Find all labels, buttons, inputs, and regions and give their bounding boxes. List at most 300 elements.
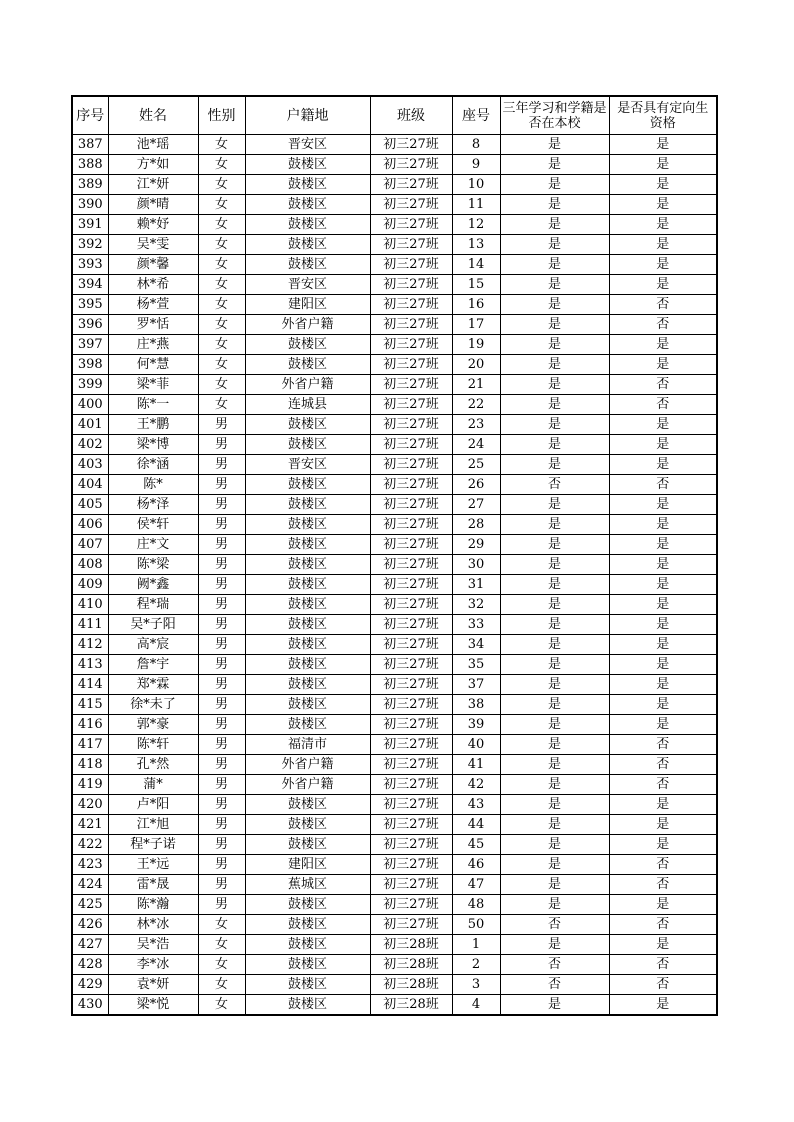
cell-class: 初三27班	[370, 515, 452, 535]
cell-class: 初三27班	[370, 595, 452, 615]
cell-gender: 男	[198, 495, 245, 515]
cell-index: 413	[72, 655, 108, 675]
cell-household: 外省户籍	[245, 755, 370, 775]
cell-directed: 是	[609, 895, 717, 915]
cell-directed: 否	[609, 775, 717, 795]
cell-gender: 女	[198, 995, 245, 1016]
cell-enrolled: 是	[500, 415, 609, 435]
cell-name: 梁*悦	[108, 995, 198, 1016]
cell-directed: 否	[609, 975, 717, 995]
cell-enrolled: 是	[500, 435, 609, 455]
cell-enrolled: 是	[500, 195, 609, 215]
cell-class: 初三28班	[370, 955, 452, 975]
cell-class: 初三27班	[370, 715, 452, 735]
table-row	[72, 855, 717, 875]
cell-class: 初三27班	[370, 495, 452, 515]
cell-gender: 女	[198, 335, 245, 355]
col-header-enrolled-3yrs: 三年学习和学籍是否在本校	[500, 96, 609, 135]
cell-directed: 否	[609, 395, 717, 415]
cell-directed: 是	[609, 415, 717, 435]
cell-name: 池*瑶	[108, 135, 198, 155]
cell-class: 初三27班	[370, 895, 452, 915]
cell-index: 426	[72, 915, 108, 935]
cell-name: 程*子诺	[108, 835, 198, 855]
cell-gender: 男	[198, 835, 245, 855]
table-row	[72, 255, 717, 275]
cell-enrolled: 是	[500, 655, 609, 675]
table-row	[72, 375, 717, 395]
cell-directed: 是	[609, 815, 717, 835]
cell-directed: 是	[609, 675, 717, 695]
cell-class: 初三28班	[370, 995, 452, 1016]
cell-enrolled: 是	[500, 315, 609, 335]
table-row	[72, 655, 717, 675]
cell-directed: 是	[609, 455, 717, 475]
cell-enrolled: 是	[500, 555, 609, 575]
cell-class: 初三27班	[370, 635, 452, 655]
cell-gender: 男	[198, 815, 245, 835]
cell-name: 袁*妍	[108, 975, 198, 995]
cell-gender: 男	[198, 555, 245, 575]
table-row	[72, 215, 717, 235]
cell-seat: 35	[452, 655, 500, 675]
table-row	[72, 615, 717, 635]
cell-seat: 29	[452, 535, 500, 555]
cell-class: 初三27班	[370, 135, 452, 155]
cell-directed: 是	[609, 495, 717, 515]
cell-gender: 女	[198, 935, 245, 955]
cell-name: 徐*涵	[108, 455, 198, 475]
cell-gender: 女	[198, 215, 245, 235]
table-row	[72, 515, 717, 535]
cell-name: 庄*文	[108, 535, 198, 555]
cell-household: 鼓楼区	[245, 955, 370, 975]
cell-index: 397	[72, 335, 108, 355]
table-row	[72, 355, 717, 375]
cell-class: 初三27班	[370, 795, 452, 815]
cell-name: 侯*轩	[108, 515, 198, 535]
cell-name: 陈*	[108, 475, 198, 495]
cell-enrolled: 是	[500, 735, 609, 755]
cell-gender: 男	[198, 655, 245, 675]
cell-household: 鼓楼区	[245, 535, 370, 555]
cell-enrolled: 是	[500, 535, 609, 555]
cell-index: 425	[72, 895, 108, 915]
cell-name: 王*鹏	[108, 415, 198, 435]
cell-seat: 22	[452, 395, 500, 415]
cell-class: 初三27班	[370, 275, 452, 295]
cell-household: 鼓楼区	[245, 575, 370, 595]
cell-household: 鼓楼区	[245, 355, 370, 375]
cell-directed: 是	[609, 575, 717, 595]
table-row	[72, 235, 717, 255]
cell-seat: 43	[452, 795, 500, 815]
cell-seat: 46	[452, 855, 500, 875]
cell-directed: 否	[609, 855, 717, 875]
cell-enrolled: 是	[500, 875, 609, 895]
table-body	[72, 135, 717, 1016]
cell-household: 鼓楼区	[245, 655, 370, 675]
cell-class: 初三27班	[370, 855, 452, 875]
cell-index: 418	[72, 755, 108, 775]
cell-seat: 50	[452, 915, 500, 935]
cell-enrolled: 是	[500, 675, 609, 695]
table-row	[72, 175, 717, 195]
table-row	[72, 795, 717, 815]
cell-index: 406	[72, 515, 108, 535]
cell-directed: 否	[609, 475, 717, 495]
cell-index: 415	[72, 695, 108, 715]
table-row	[72, 195, 717, 215]
cell-name: 杨*萱	[108, 295, 198, 315]
cell-index: 396	[72, 315, 108, 335]
cell-household: 鼓楼区	[245, 515, 370, 535]
cell-name: 蒲*	[108, 775, 198, 795]
cell-gender: 男	[198, 635, 245, 655]
cell-directed: 是	[609, 235, 717, 255]
cell-name: 江*妍	[108, 175, 198, 195]
cell-name: 郭*豪	[108, 715, 198, 735]
cell-gender: 女	[198, 235, 245, 255]
cell-seat: 2	[452, 955, 500, 975]
cell-class: 初三27班	[370, 415, 452, 435]
cell-directed: 是	[609, 595, 717, 615]
cell-enrolled: 否	[500, 915, 609, 935]
cell-household: 鼓楼区	[245, 895, 370, 915]
table-row	[72, 535, 717, 555]
cell-gender: 女	[198, 955, 245, 975]
cell-household: 鼓楼区	[245, 155, 370, 175]
cell-household: 鼓楼区	[245, 635, 370, 655]
cell-index: 419	[72, 775, 108, 795]
cell-gender: 男	[198, 615, 245, 635]
cell-household: 外省户籍	[245, 775, 370, 795]
cell-name: 雷*晟	[108, 875, 198, 895]
cell-seat: 12	[452, 215, 500, 235]
cell-directed: 是	[609, 635, 717, 655]
cell-name: 詹*宇	[108, 655, 198, 675]
cell-name: 林*冰	[108, 915, 198, 935]
cell-index: 410	[72, 595, 108, 615]
cell-seat: 8	[452, 135, 500, 155]
cell-enrolled: 是	[500, 615, 609, 635]
cell-directed: 否	[609, 955, 717, 975]
cell-household: 鼓楼区	[245, 235, 370, 255]
cell-gender: 女	[198, 975, 245, 995]
cell-enrolled: 是	[500, 755, 609, 775]
cell-gender: 男	[198, 435, 245, 455]
cell-gender: 女	[198, 375, 245, 395]
cell-index: 421	[72, 815, 108, 835]
table-row	[72, 455, 717, 475]
cell-class: 初三27班	[370, 735, 452, 755]
cell-name: 陈*瀚	[108, 895, 198, 915]
cell-gender: 男	[198, 415, 245, 435]
cell-gender: 男	[198, 575, 245, 595]
cell-seat: 30	[452, 555, 500, 575]
table-row	[72, 915, 717, 935]
table-row	[72, 295, 717, 315]
cell-household: 建阳区	[245, 855, 370, 875]
cell-class: 初三27班	[370, 875, 452, 895]
table-row	[72, 675, 717, 695]
cell-directed: 是	[609, 195, 717, 215]
cell-directed: 是	[609, 935, 717, 955]
cell-seat: 44	[452, 815, 500, 835]
cell-household: 鼓楼区	[245, 715, 370, 735]
cell-household: 鼓楼区	[245, 435, 370, 455]
cell-seat: 24	[452, 435, 500, 455]
cell-name: 梁*博	[108, 435, 198, 455]
table-row	[72, 415, 717, 435]
cell-enrolled: 是	[500, 575, 609, 595]
cell-index: 404	[72, 475, 108, 495]
cell-gender: 女	[198, 355, 245, 375]
cell-directed: 是	[609, 715, 717, 735]
cell-seat: 9	[452, 155, 500, 175]
cell-name: 吴*浩	[108, 935, 198, 955]
cell-class: 初三27班	[370, 575, 452, 595]
col-header-gender: 性别	[198, 96, 245, 135]
cell-name: 林*希	[108, 275, 198, 295]
cell-enrolled: 是	[500, 255, 609, 275]
cell-household: 建阳区	[245, 295, 370, 315]
cell-class: 初三27班	[370, 675, 452, 695]
cell-enrolled: 否	[500, 975, 609, 995]
student-roster-table	[71, 95, 718, 1016]
cell-seat: 21	[452, 375, 500, 395]
cell-directed: 是	[609, 835, 717, 855]
table-row	[72, 595, 717, 615]
cell-seat: 26	[452, 475, 500, 495]
table-row	[72, 575, 717, 595]
cell-gender: 男	[198, 755, 245, 775]
cell-directed: 否	[609, 755, 717, 775]
table-row	[72, 995, 717, 1016]
cell-enrolled: 是	[500, 235, 609, 255]
cell-enrolled: 是	[500, 815, 609, 835]
cell-seat: 45	[452, 835, 500, 855]
cell-index: 414	[72, 675, 108, 695]
cell-seat: 11	[452, 195, 500, 215]
cell-household: 鼓楼区	[245, 335, 370, 355]
cell-gender: 女	[198, 255, 245, 275]
cell-name: 卢*阳	[108, 795, 198, 815]
cell-gender: 男	[198, 595, 245, 615]
cell-name: 程*瑞	[108, 595, 198, 615]
cell-directed: 是	[609, 435, 717, 455]
cell-index: 398	[72, 355, 108, 375]
cell-class: 初三27班	[370, 775, 452, 795]
cell-class: 初三27班	[370, 695, 452, 715]
header-row	[72, 96, 717, 135]
cell-name: 颜*晴	[108, 195, 198, 215]
cell-name: 徐*未了	[108, 695, 198, 715]
cell-household: 晋安区	[245, 275, 370, 295]
cell-household: 鼓楼区	[245, 495, 370, 515]
cell-seat: 34	[452, 635, 500, 655]
cell-gender: 女	[198, 135, 245, 155]
cell-household: 鼓楼区	[245, 935, 370, 955]
cell-household: 鼓楼区	[245, 695, 370, 715]
cell-class: 初三27班	[370, 175, 452, 195]
cell-enrolled: 是	[500, 895, 609, 915]
cell-index: 387	[72, 135, 108, 155]
cell-index: 420	[72, 795, 108, 815]
cell-name: 王*远	[108, 855, 198, 875]
cell-index: 395	[72, 295, 108, 315]
cell-index: 400	[72, 395, 108, 415]
cell-class: 初三27班	[370, 375, 452, 395]
cell-directed: 是	[609, 515, 717, 535]
cell-household: 鼓楼区	[245, 195, 370, 215]
cell-class: 初三28班	[370, 975, 452, 995]
table-row	[72, 435, 717, 455]
table-row	[72, 755, 717, 775]
cell-index: 409	[72, 575, 108, 595]
cell-gender: 女	[198, 155, 245, 175]
cell-class: 初三27班	[370, 475, 452, 495]
cell-enrolled: 是	[500, 295, 609, 315]
cell-name: 方*如	[108, 155, 198, 175]
cell-index: 428	[72, 955, 108, 975]
table-row	[72, 775, 717, 795]
cell-name: 罗*恬	[108, 315, 198, 335]
cell-gender: 女	[198, 275, 245, 295]
cell-index: 422	[72, 835, 108, 855]
cell-index: 392	[72, 235, 108, 255]
cell-directed: 否	[609, 735, 717, 755]
cell-name: 杨*泽	[108, 495, 198, 515]
cell-seat: 1	[452, 935, 500, 955]
col-header-directed-quota: 是否具有定向生资格	[609, 96, 717, 135]
cell-seat: 48	[452, 895, 500, 915]
cell-household: 晋安区	[245, 135, 370, 155]
cell-gender: 女	[198, 175, 245, 195]
cell-seat: 27	[452, 495, 500, 515]
cell-gender: 女	[198, 295, 245, 315]
cell-class: 初三27班	[370, 915, 452, 935]
cell-index: 401	[72, 415, 108, 435]
cell-gender: 男	[198, 875, 245, 895]
cell-index: 427	[72, 935, 108, 955]
col-header-seat: 座号	[452, 96, 500, 135]
table-row	[72, 475, 717, 495]
cell-class: 初三27班	[370, 455, 452, 475]
cell-class: 初三27班	[370, 435, 452, 455]
cell-enrolled: 是	[500, 175, 609, 195]
cell-enrolled: 是	[500, 695, 609, 715]
cell-gender: 男	[198, 775, 245, 795]
table-row	[72, 635, 717, 655]
cell-name: 何*慧	[108, 355, 198, 375]
cell-household: 鼓楼区	[245, 215, 370, 235]
cell-directed: 是	[609, 255, 717, 275]
cell-name: 梁*菲	[108, 375, 198, 395]
cell-enrolled: 是	[500, 215, 609, 235]
cell-seat: 17	[452, 315, 500, 335]
table-row	[72, 835, 717, 855]
cell-household: 鼓楼区	[245, 835, 370, 855]
cell-class: 初三27班	[370, 535, 452, 555]
cell-name: 阙*鑫	[108, 575, 198, 595]
table-row	[72, 975, 717, 995]
cell-enrolled: 是	[500, 495, 609, 515]
cell-name: 赖*妤	[108, 215, 198, 235]
cell-seat: 31	[452, 575, 500, 595]
cell-name: 庄*燕	[108, 335, 198, 355]
cell-directed: 是	[609, 795, 717, 815]
cell-directed: 否	[609, 315, 717, 335]
cell-household: 鼓楼区	[245, 595, 370, 615]
cell-directed: 否	[609, 375, 717, 395]
cell-household: 福清市	[245, 735, 370, 755]
cell-household: 鼓楼区	[245, 675, 370, 695]
cell-index: 389	[72, 175, 108, 195]
cell-household: 外省户籍	[245, 315, 370, 335]
cell-name: 李*冰	[108, 955, 198, 975]
cell-class: 初三27班	[370, 755, 452, 775]
cell-class: 初三27班	[370, 815, 452, 835]
cell-directed: 是	[609, 275, 717, 295]
cell-index: 388	[72, 155, 108, 175]
cell-enrolled: 是	[500, 375, 609, 395]
cell-class: 初三27班	[370, 395, 452, 415]
cell-index: 423	[72, 855, 108, 875]
cell-household: 鼓楼区	[245, 555, 370, 575]
cell-directed: 是	[609, 555, 717, 575]
cell-directed: 是	[609, 695, 717, 715]
cell-class: 初三27班	[370, 835, 452, 855]
cell-seat: 13	[452, 235, 500, 255]
cell-directed: 是	[609, 135, 717, 155]
cell-index: 429	[72, 975, 108, 995]
table-row	[72, 315, 717, 335]
cell-class: 初三27班	[370, 315, 452, 335]
cell-enrolled: 是	[500, 715, 609, 735]
cell-name: 高*宸	[108, 635, 198, 655]
table-row	[72, 875, 717, 895]
cell-seat: 33	[452, 615, 500, 635]
table-row	[72, 395, 717, 415]
table-row	[72, 335, 717, 355]
cell-enrolled: 否	[500, 475, 609, 495]
cell-enrolled: 是	[500, 835, 609, 855]
cell-enrolled: 是	[500, 795, 609, 815]
cell-class: 初三27班	[370, 295, 452, 315]
cell-gender: 女	[198, 315, 245, 335]
cell-seat: 14	[452, 255, 500, 275]
col-header-name: 姓名	[108, 96, 198, 135]
cell-gender: 男	[198, 735, 245, 755]
cell-household: 外省户籍	[245, 375, 370, 395]
cell-gender: 女	[198, 395, 245, 415]
cell-gender: 女	[198, 915, 245, 935]
cell-seat: 39	[452, 715, 500, 735]
cell-index: 405	[72, 495, 108, 515]
cell-directed: 是	[609, 355, 717, 375]
cell-directed: 是	[609, 995, 717, 1016]
cell-household: 连城县	[245, 395, 370, 415]
cell-index: 408	[72, 555, 108, 575]
cell-index: 403	[72, 455, 108, 475]
cell-index: 411	[72, 615, 108, 635]
cell-household: 鼓楼区	[245, 795, 370, 815]
cell-index: 430	[72, 995, 108, 1016]
cell-gender: 男	[198, 475, 245, 495]
cell-directed: 否	[609, 915, 717, 935]
cell-name: 吴*雯	[108, 235, 198, 255]
